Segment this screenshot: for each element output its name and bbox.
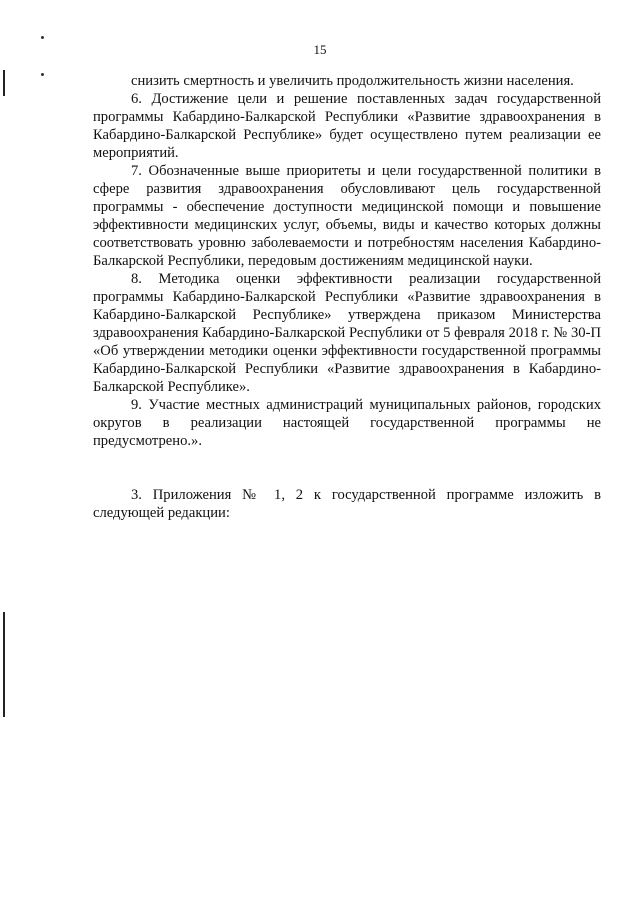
scan-speck <box>41 36 44 39</box>
paragraph-8: 8. Методика оценки эффективности реализации государственной программы Кабардино-Балкарской Республики «Развитие здравоохранения в Кабардино-Балкарской Республике» утверждена приказом Министерства здравоохранения Кабардино-Балкарской Республики от 5 февраля 2018 г. № 30-П «Об утверждении методики оценки эффективности государственной программы Кабардино-Балкарской Республики «Развитие здравоохранения в Кабардино-Балкарской Республике». <box>93 271 601 395</box>
scan-margin-line <box>3 612 5 717</box>
paragraph-continuation: снизить смертность и увеличить продолжительность жизни населения. <box>131 73 574 89</box>
paragraph-7: 7. Обозначенные выше приоритеты и цели государственной политики в сфере развития здравоохранения обусловливают цель государственной программы - обеспечение доступности медицинской помощи и повышение эффективности медицинских услуг, объемы, виды и качество которых должны соответствовать уровню заболеваемости и потребностям населения Кабардино-Балкарской Республики, передовым достижениям медицинской науки. <box>93 163 601 269</box>
scan-speck <box>41 73 44 76</box>
paragraph-9: 9. Участие местных администраций муниципальных районов, городских округов в реализации настоящей государственной программы не предусмотрено.». <box>93 397 601 449</box>
document-body <box>93 72 601 522</box>
paragraph-6: 6. Достижение цели и решение поставленных задач государственной программы Кабардино-Балкарской Республики «Развитие здравоохранения в Кабардино-Балкарской Республике» будет осуществлено путем реализации ее мероприятий. <box>93 91 601 161</box>
page-number: 15 <box>313 42 327 57</box>
scan-margin-line <box>3 70 5 96</box>
paragraph-amendment-3: 3. Приложения № 1, 2 к государственной программе изложить в следующей редакции: <box>93 487 601 521</box>
